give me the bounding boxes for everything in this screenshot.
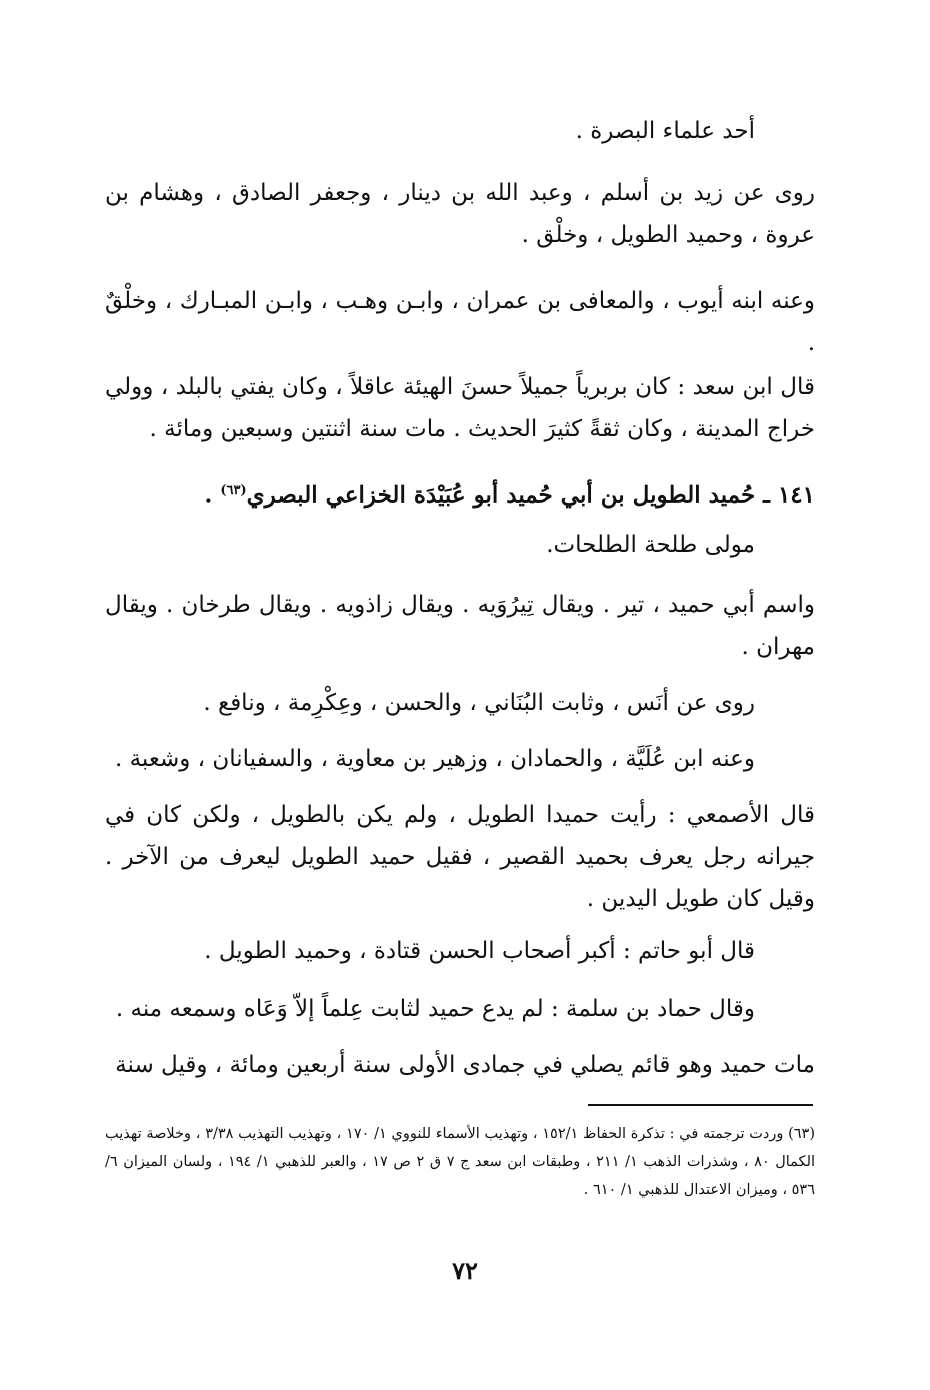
entry-heading-title: ١٤١ ـ حُميد الطويل بن أبي حُميد أبو عُبَيْدَة الخزاعي البصري [246, 481, 815, 509]
paragraph-scholar-of-basra: أحد علماء البصرة . [575, 118, 755, 144]
paragraph-narrators-from-him: وعنه ابنه أيوب ، والمعافى بن عمران ، وابـن وهـب ، وابـن المبـارك ، وخلْقٌ . [105, 288, 815, 356]
paragraph-ibn-saad-quote: قال ابن سعد : كان بربرياً جميلاً حسنَ الهيئة عاقلاً ، وكان يفتي بالبلد ، وولي خراج المدينة ، وكان ثقةً كثيرَ الحديث . مات سنة اثنتين وسبعين ومائة . [105, 374, 815, 442]
paragraph-name-of-abu-humaid: واسم أبي حميد ، تير . ويقال تِيرُوَيه . ويقال زاذويه . ويقال طرخان . ويقال مهران . [105, 592, 815, 660]
paragraph-narrated-from: روى عن زيد بن أسلم ، وعبد الله بن دينار ، وجعفر الصادق ، وهشام بن عروة ، وحميد الطويل ، وخلْق . [105, 180, 815, 248]
footnote-63: (٦٣) وردت ترجمته في : تذكرة الحفاظ ١٥٢/١ ، وتهذيب الأسماء للنووي ١/ ١٧٠ ، وتهذيب التهذيب ٣/٣٨ ، وخلاصة تهذيب الكمال ٨٠ ، وشذرات الذهب ١/ ٢١١ ، وطبقات ابن سعد ج ٧ ق ٢ ص ١٧ ، والعبر للذهبي ١/ ١٩٤ ، ولسان الميزان ٦/ ٥٣٦ ، وميزان الاعتدال للذهبي ١/ ٦١٠ . [105, 1126, 816, 1198]
paragraph-hammad-quote: وقال حماد بن سلمة : لم يدع حميد لثابت عِلماً إلاّ وَعَاه وسمعه منه . [115, 996, 755, 1022]
entry-heading-141 [105, 470, 815, 517]
entry-heading-end: . [204, 481, 221, 509]
page-number: ٧٢ [452, 1256, 478, 1285]
paragraph-abu-hatim-quote: قال أبو حاتم : أكبر أصحاب الحسن قتادة ، وحميد الطويل . [204, 938, 755, 964]
footnote-separator-rule [588, 1104, 813, 1106]
footnote-reference-63: (٦٣) [220, 483, 247, 498]
paragraph-mawla-talha: مولى طلحة الطلحات. [546, 532, 755, 558]
paragraph-narrators-ibn-ulayya: وعنه ابن عُلَيَّة ، والحمادان ، وزهير بن معاوية ، والسفيانان ، وشعبة . [114, 746, 755, 772]
paragraph-death-date: مات حميد وهو قائم يصلي في جمادى الأولى سنة أربعين ومائة ، وقيل سنة [115, 1052, 815, 1078]
paragraph-narrated-from-anas: روى عن أنَس ، وثابت البُنَاني ، والحسن ، وعِكْرِمة ، ونافع . [203, 690, 755, 716]
paragraph-asmai-quote: قال الأصمعي : رأيت حميدا الطويل ، ولم يكن بالطويل ، ولكن كان في جيرانه رجل يعرف بحميد القصير ، فقيل حميد الطويل ليعرف من الآخر . وقيل كان طويل اليدين . [105, 802, 815, 912]
